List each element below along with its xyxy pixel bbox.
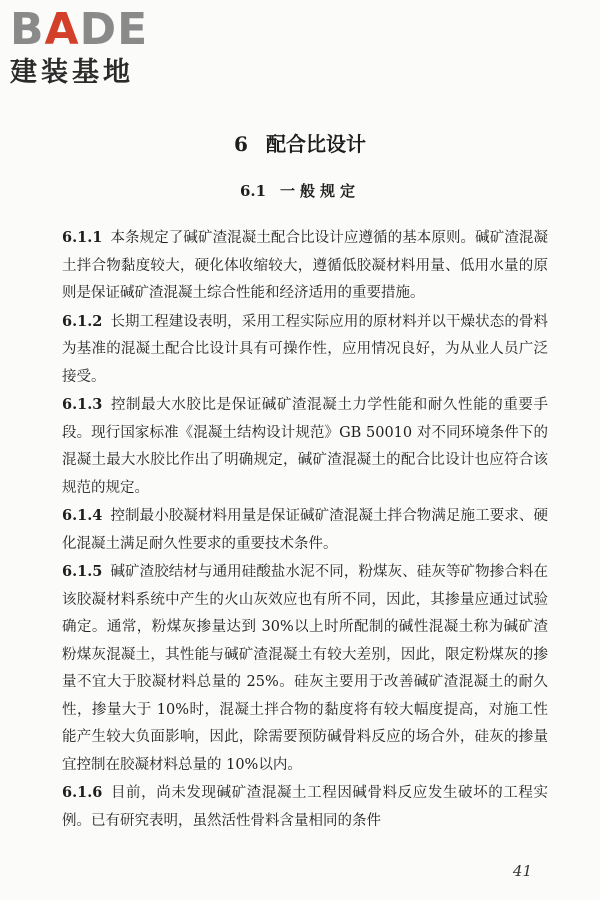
clause-text: 长期工程建设表明，采用工程实际应用的原材料并以干燥状态的骨料为基准的混凝土配合比设计具有可操作性，应用情况良好，为从业人员广泛接受。: [62, 313, 548, 385]
clause-number: 6.1.6: [62, 784, 103, 801]
section-title: 一般规定: [280, 182, 361, 200]
clause-number: 6.1.5: [62, 563, 103, 580]
paragraph: [62, 502, 548, 558]
paragraph: [62, 224, 548, 308]
logo: [10, 6, 190, 90]
section-heading: [0, 180, 600, 201]
body-text: [62, 224, 548, 835]
paragraph: [62, 308, 548, 392]
clause-text: 碱矿渣胶结材与通用硅酸盐水泥不同，粉煤灰、硅灰等矿物掺合料在该胶凝材料系统中产生的火山灰效应也有所不同，因此，其掺量应通过试验确定。通常，粉煤灰掺量达到 30%以上时所配制的碱性混凝土称为碱矿渣粉煤灰混凝土，其性能与碱矿渣混凝土有较大差别，因此，限定粉煤灰的掺量不宜大于胶凝材料总量的 25%。硅灰主要用于改善碱矿渣混凝土的耐久性，掺量大于 10%时，混凝土拌合物的黏度将有较大幅度提高，对施工性能产生较大负面影响，因此，除需要预防碱骨料反应的场合外，硅灰的掺量宜控制在胶凝材料总量的 10%以内。: [62, 564, 548, 773]
logo-accent-letter: A: [44, 4, 80, 55]
paragraph: [62, 558, 548, 779]
clause-number: 6.1.4: [62, 507, 103, 524]
clause-number: 6.1.1: [62, 229, 103, 246]
chapter-title: 配合比设计: [265, 132, 366, 156]
logo-wordmark: BADE: [10, 4, 149, 55]
clause-text: 控制最小胶凝材料用量是保证碱矿渣混凝土拌合物满足施工要求、硬化混凝土满足耐久性要求的重要技术条件。: [62, 508, 548, 552]
chapter-number: 6: [234, 132, 248, 156]
clause-text: 控制最大水胶比是保证碱矿渣混凝土力学性能和耐久性能的重要手段。现行国家标准《混凝土结构设计规范》GB 50010 对不同环境条件下的混凝土最大水胶比作出了明确规定，碱矿渣混凝土的配合比设计也应符合该规范的规定。: [62, 397, 548, 496]
page-number: 41: [512, 862, 532, 880]
paragraph: [62, 391, 548, 502]
clause-number: 6.1.3: [62, 396, 103, 413]
clause-text: 本条规定了碱矿渣混凝土配合比设计应遵循的基本原则。碱矿渣混凝土拌合物黏度较大，硬化体收缩较大，遵循低胶凝材料用量、低用水量的原则是保证碱矿渣混凝土综合性能和经济适用的重要措施。: [62, 230, 548, 301]
chapter-heading: [0, 128, 600, 157]
clause-text: 目前，尚未发现碱矿渣混凝土工程因碱骨料反应发生破坏的工程实例。已有研究表明，虽然活性骨料含量相同的条件: [62, 785, 548, 829]
logo-subtitle: 建装基地: [10, 57, 134, 88]
paragraph: [62, 779, 548, 835]
clause-number: 6.1.2: [62, 312, 103, 330]
section-number: 6.1: [239, 182, 267, 200]
